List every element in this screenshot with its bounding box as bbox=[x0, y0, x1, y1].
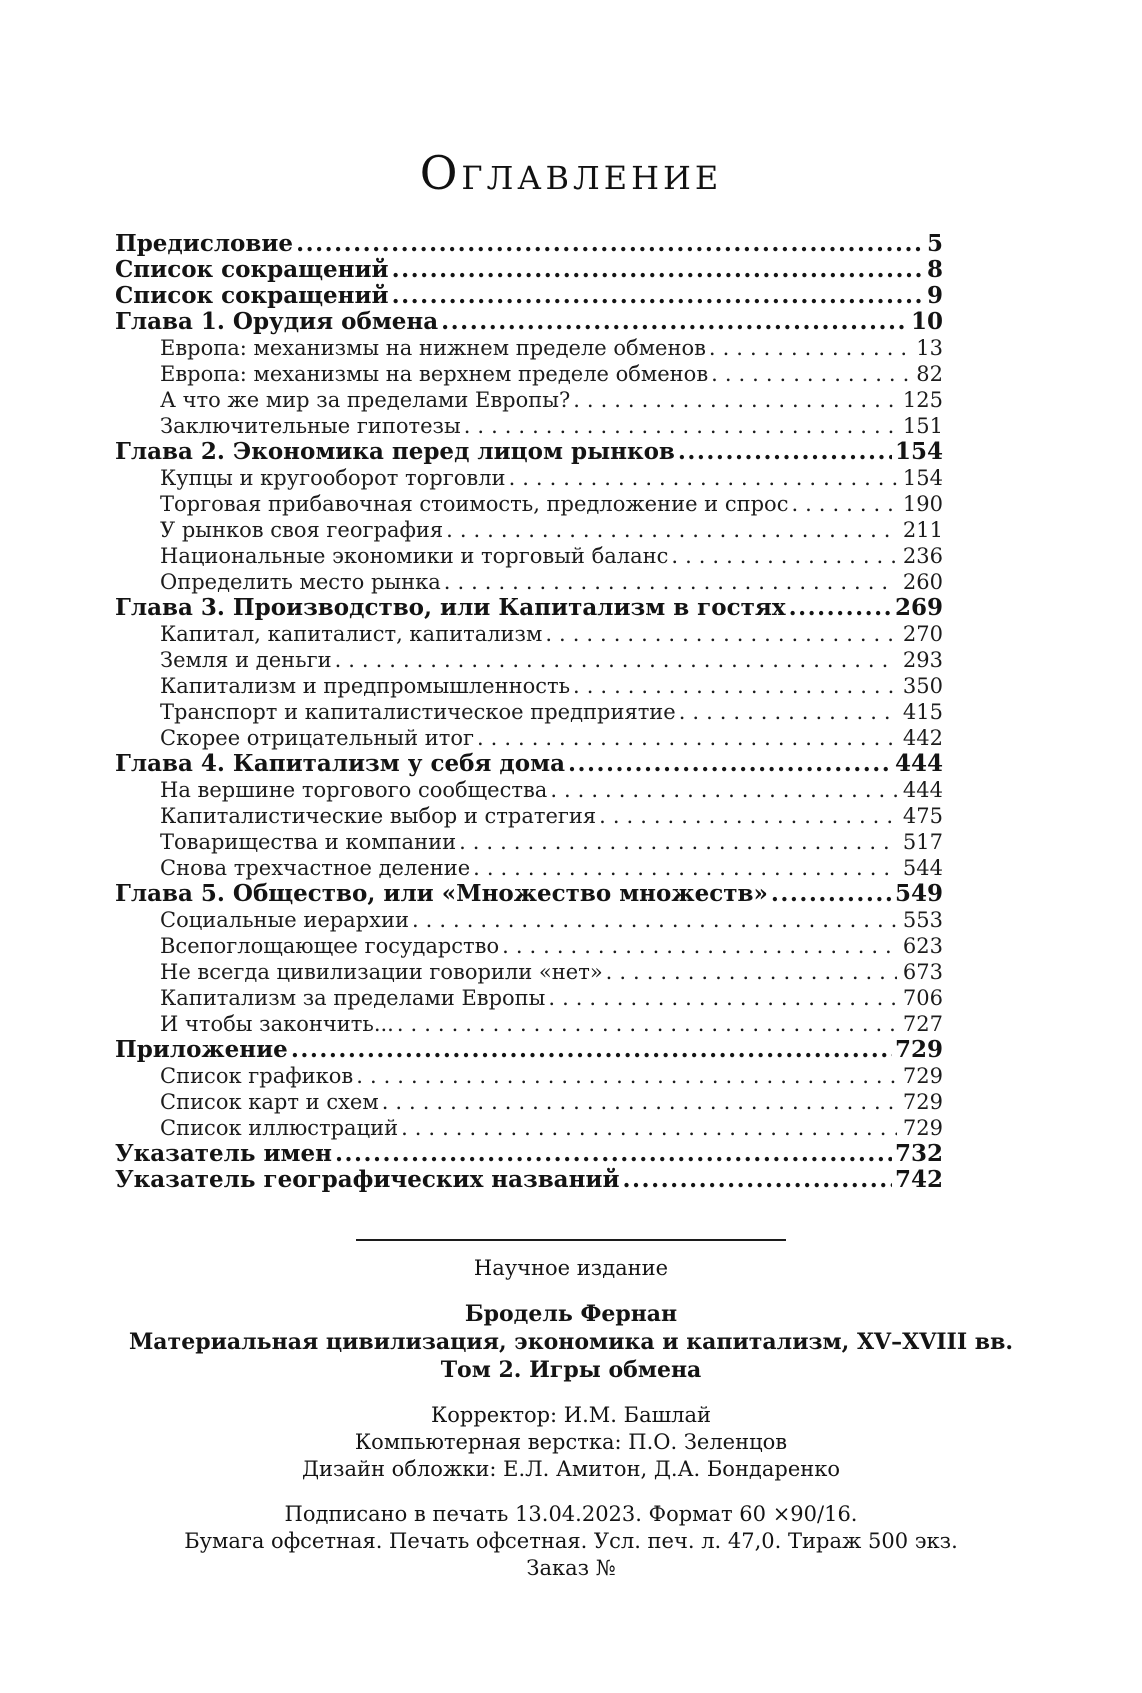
toc-entry-page: 293 bbox=[902, 647, 943, 672]
toc-entry-page: 13 bbox=[916, 335, 943, 360]
toc-entry-label: Глава 4. Капитализм у себя дома bbox=[115, 749, 565, 777]
book-identification bbox=[0, 1300, 1142, 1384]
toc-entry-label: Капиталистические выбор и стратегия bbox=[160, 803, 597, 828]
toc-dot-leader bbox=[464, 413, 897, 439]
toc-entry-page: 9 bbox=[926, 281, 943, 309]
toc-dot-leader bbox=[573, 673, 897, 699]
toc-entry-label: Глава 3. Производство, или Капитализм в гостях bbox=[115, 593, 786, 621]
toc-entry-page: 190 bbox=[902, 491, 943, 516]
toc-entry-page: 544 bbox=[902, 855, 943, 880]
toc-entry-page: 82 bbox=[916, 361, 943, 386]
toc-entry-label: Определить место рынка bbox=[160, 569, 441, 594]
toc-entry bbox=[115, 387, 943, 413]
toc-entry bbox=[115, 673, 943, 699]
toc-dot-leader bbox=[606, 959, 897, 985]
toc-entry bbox=[115, 1011, 943, 1037]
toc-entry-label: Указатель географических названий bbox=[115, 1165, 620, 1193]
toc-entry bbox=[115, 699, 943, 725]
toc-dot-leader bbox=[356, 1063, 897, 1089]
toc-entry-page: 475 bbox=[902, 803, 943, 828]
toc-dot-leader bbox=[291, 1037, 892, 1063]
toc-dot-leader bbox=[568, 751, 892, 777]
toc-entry-label: И чтобы закончить... bbox=[160, 1011, 394, 1036]
toc-dot-leader bbox=[459, 829, 897, 855]
toc-entry-page: 729 bbox=[902, 1089, 943, 1114]
toc-entry bbox=[115, 309, 943, 335]
toc-entry bbox=[115, 283, 943, 309]
toc-entry-label: Не всегда цивилизации говорили «нет» bbox=[160, 959, 603, 984]
typesetting-line: Компьютерная верстка: П.О. Зеленцов bbox=[354, 1429, 788, 1454]
toc-entry-page: 154 bbox=[894, 437, 943, 465]
toc-entry-label: Европа: механизмы на верхнем пределе обменов bbox=[160, 361, 709, 386]
toc-dot-leader bbox=[335, 647, 897, 673]
toc-entry-page: 10 bbox=[910, 307, 943, 335]
toc-dot-leader bbox=[599, 803, 897, 829]
toc-entry-page: 742 bbox=[894, 1165, 943, 1193]
toc-dot-leader bbox=[623, 1167, 892, 1193]
toc-entry-page: 727 bbox=[902, 1011, 943, 1036]
toc-dot-leader bbox=[401, 1115, 897, 1141]
toc-dot-leader bbox=[509, 465, 897, 491]
order-number-line: Заказ № bbox=[526, 1555, 616, 1580]
toc-entry-label: Снова трехчастное деление bbox=[160, 855, 471, 880]
toc-entry-page: 211 bbox=[902, 517, 943, 542]
toc-dot-leader bbox=[441, 309, 908, 335]
toc-entry-page: 517 bbox=[902, 829, 943, 854]
toc-entry-label: Список карт и схем bbox=[160, 1089, 379, 1114]
toc-dot-leader bbox=[678, 439, 892, 465]
toc-entry-label: Глава 1. Орудия обмена bbox=[115, 307, 439, 335]
toc-entry-label: Список графиков bbox=[160, 1063, 354, 1088]
toc-entry-label: Транспорт и капиталистическое предприятие bbox=[160, 699, 676, 724]
toc-entry-label: Заключительные гипотезы bbox=[160, 413, 461, 438]
toc-entry bbox=[115, 543, 943, 569]
toc-entry-page: 415 bbox=[902, 699, 943, 724]
toc-entry-page: 729 bbox=[902, 1063, 943, 1088]
toc-entry-label: Приложение bbox=[115, 1035, 288, 1063]
toc-entry-page: 673 bbox=[902, 959, 943, 984]
toc-entry bbox=[115, 751, 943, 777]
toc-entry-label: Национальные экономики и торговый баланс bbox=[160, 543, 669, 568]
toc-dot-leader bbox=[679, 699, 897, 725]
toc-entry bbox=[115, 829, 943, 855]
toc-dot-leader bbox=[573, 387, 897, 413]
toc-entry-page: 444 bbox=[894, 749, 943, 777]
toc-entry-label: Список иллюстраций bbox=[160, 1115, 399, 1140]
toc-entry-page: 5 bbox=[926, 229, 943, 257]
toc-entry-label: Список сокращений bbox=[115, 281, 389, 309]
toc-entry-page: 732 bbox=[894, 1139, 943, 1167]
toc-entry-label: Список сокращений bbox=[115, 255, 389, 283]
toc-dot-leader bbox=[335, 1141, 892, 1167]
author-name: Бродель Фернан bbox=[464, 1300, 678, 1327]
toc-dot-leader bbox=[789, 595, 892, 621]
toc-entry bbox=[115, 959, 943, 985]
toc-entry bbox=[115, 881, 943, 907]
toc-entry bbox=[115, 257, 943, 283]
toc-dot-leader bbox=[711, 361, 910, 387]
toc-entry-page: 623 bbox=[902, 933, 943, 958]
toc-entry-label: Предисловие bbox=[115, 229, 294, 257]
toc-entry-label: Европа: механизмы на нижнем пределе обменов bbox=[160, 335, 706, 360]
toc-entry-page: 729 bbox=[894, 1035, 943, 1063]
toc-entry-label: Товарищества и компании bbox=[160, 829, 457, 854]
toc-entry-label: Капитализм за пределами Европы bbox=[160, 985, 546, 1010]
toc-entry-label: Всепоглощающее государство bbox=[160, 933, 500, 958]
toc-dot-leader bbox=[550, 777, 897, 803]
toc-entry-page: 549 bbox=[894, 879, 943, 907]
toc-entry-page: 270 bbox=[902, 621, 943, 646]
toc-dot-leader bbox=[392, 257, 924, 283]
toc-dot-leader bbox=[444, 569, 897, 595]
volume-title: Том 2. Игры обмена bbox=[440, 1356, 702, 1383]
toc-dot-leader bbox=[791, 491, 896, 517]
toc-entry bbox=[115, 335, 943, 361]
toc-entry-page: 706 bbox=[902, 985, 943, 1010]
toc-entry-page: 350 bbox=[902, 673, 943, 698]
cover-design-line: Дизайн обложки: Е.Л. Амитон, Д.А. Бондаренко bbox=[301, 1456, 841, 1481]
toc-entry bbox=[115, 361, 943, 387]
toc-entry-label: Социальные иерархии bbox=[160, 907, 409, 932]
toc-dot-leader bbox=[473, 855, 897, 881]
toc-entry-page: 442 bbox=[902, 725, 943, 750]
toc-dot-leader bbox=[397, 1011, 897, 1037]
print-information bbox=[0, 1501, 1142, 1582]
toc-entry-page: 269 bbox=[894, 593, 943, 621]
toc-entry-page: 8 bbox=[926, 255, 943, 283]
toc-entry-page: 154 bbox=[902, 465, 943, 490]
toc-entry-label: Капитал, капиталист, капитализм bbox=[160, 621, 543, 646]
toc-entry bbox=[115, 1063, 943, 1089]
toc-entry-label: На вершине торгового сообщества bbox=[160, 777, 548, 802]
toc-entry bbox=[115, 491, 943, 517]
toc-entry bbox=[115, 231, 943, 257]
toc-entry bbox=[115, 621, 943, 647]
toc-entry-label: Купцы и кругооборот торговли bbox=[160, 465, 506, 490]
toc-dot-leader bbox=[296, 231, 924, 257]
toc-entry bbox=[115, 413, 943, 439]
toc-entry-page: 151 bbox=[902, 413, 943, 438]
toc-entry-page: 236 bbox=[902, 543, 943, 568]
print-date-format-line: Подписано в печать 13.04.2023. Формат 60 ×90/16. bbox=[284, 1501, 858, 1526]
book-title: Материальная цивилизация, экономика и капитализм, XV–XVIII вв. bbox=[128, 1328, 1014, 1355]
table-of-contents bbox=[115, 231, 943, 1193]
page-title: Оглавление bbox=[419, 146, 723, 200]
toc-entry bbox=[115, 517, 943, 543]
toc-dot-leader bbox=[412, 907, 897, 933]
toc-entry-label: А что же мир за пределами Европы? bbox=[160, 387, 571, 412]
toc-entry bbox=[115, 1141, 943, 1167]
toc-dot-leader bbox=[709, 335, 910, 361]
toc-entry-label: Скорее отрицательный итог bbox=[160, 725, 474, 750]
colophon-divider bbox=[356, 1239, 786, 1241]
toc-entry bbox=[115, 777, 943, 803]
toc-dot-leader bbox=[382, 1089, 897, 1115]
edition-type: Научное издание bbox=[473, 1255, 669, 1280]
toc-entry-label: Указатель имен bbox=[115, 1139, 332, 1167]
toc-entry bbox=[115, 595, 943, 621]
toc-entry bbox=[115, 1089, 943, 1115]
colophon bbox=[0, 1239, 1142, 1582]
toc-entry-page: 260 bbox=[902, 569, 943, 594]
toc-entry bbox=[115, 855, 943, 881]
toc-entry bbox=[115, 439, 943, 465]
toc-dot-leader bbox=[502, 933, 897, 959]
toc-entry-page: 444 bbox=[902, 777, 943, 802]
toc-entry-label: Торговая прибавочная стоимость, предложение и спрос bbox=[160, 491, 789, 516]
toc-dot-leader bbox=[548, 985, 897, 1011]
toc-entry-page: 125 bbox=[902, 387, 943, 412]
toc-entry-label: Глава 2. Экономика перед лицом рынков bbox=[115, 437, 675, 465]
toc-entry bbox=[115, 985, 943, 1011]
toc-entry-label: У рынков своя география bbox=[160, 517, 444, 542]
toc-entry-label: Глава 5. Общество, или «Множество множеств» bbox=[115, 879, 768, 907]
toc-dot-leader bbox=[545, 621, 897, 647]
toc-entry bbox=[115, 569, 943, 595]
toc-dot-leader bbox=[671, 543, 897, 569]
corrector-line: Корректор: И.М. Башлай bbox=[431, 1402, 711, 1427]
toc-entry bbox=[115, 803, 943, 829]
toc-entry bbox=[115, 647, 943, 673]
toc-dot-leader bbox=[446, 517, 897, 543]
toc-entry bbox=[115, 1167, 943, 1193]
toc-entry bbox=[115, 907, 943, 933]
toc-entry bbox=[115, 725, 943, 751]
paper-print-run-line: Бумага офсетная. Печать офсетная. Усл. печ. л. 47,0. Тираж 500 экз. bbox=[184, 1528, 958, 1553]
toc-entry-page: 729 bbox=[902, 1115, 943, 1140]
toc-entry-label: Капитализм и предпромышленность bbox=[160, 673, 571, 698]
toc-entry-page: 553 bbox=[902, 907, 943, 932]
production-credits bbox=[0, 1402, 1142, 1483]
toc-entry-label: Земля и деньги bbox=[160, 647, 332, 672]
toc-entry bbox=[115, 1115, 943, 1141]
toc-dot-leader bbox=[771, 881, 892, 907]
toc-dot-leader bbox=[392, 283, 924, 309]
toc-entry bbox=[115, 1037, 943, 1063]
toc-dot-leader bbox=[477, 725, 897, 751]
toc-entry bbox=[115, 465, 943, 491]
toc-entry bbox=[115, 933, 943, 959]
